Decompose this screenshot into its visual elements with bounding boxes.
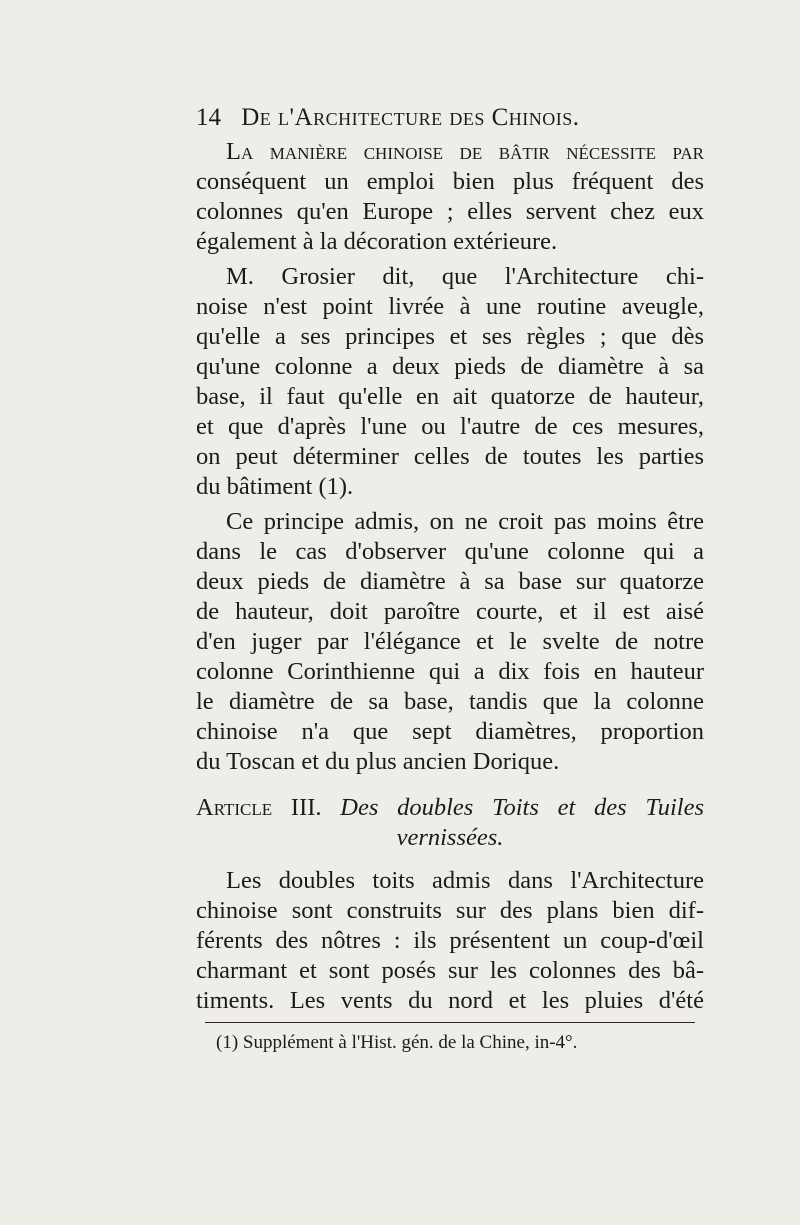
- text-line: chinoise sont construits sur des plans bien dif-: [196, 897, 704, 924]
- text-line: de hauteur, doit paroître courte, et il est aisé: [196, 598, 704, 625]
- text-line: M. Grosier dit, que l'Architecture chi-: [226, 263, 704, 290]
- text-line: qu'elle a ses principes et ses règles ; que dès: [196, 323, 704, 350]
- text-line: colonnes qu'en Europe ; elles servent chez eux: [196, 198, 704, 225]
- running-header: [196, 98, 716, 138]
- text-line: du bâtiment (1).: [196, 473, 354, 500]
- text-line: timents. Les vents du nord et les pluies d'été: [196, 987, 704, 1014]
- text-line: base, il faut qu'elle en ait quatorze de hauteur,: [196, 383, 704, 410]
- text-line: et que d'après l'une ou l'autre de ces mesures,: [196, 413, 704, 440]
- text-line: également à la décoration extérieure.: [196, 228, 558, 255]
- text-line: du Toscan et du plus ancien Dorique.: [196, 748, 560, 775]
- text-line: chinoise n'a que sept diamètres, proportion: [196, 718, 704, 745]
- text-line: qu'une colonne a deux pieds de diamètre à sa: [196, 353, 704, 380]
- text-line: Les doubles toits admis dans l'Architecture: [226, 867, 704, 894]
- article-title: Des doubles Toits et des Tuiles: [340, 794, 704, 821]
- text-line: d'en juger par l'élégance et le svelte de notre: [196, 628, 704, 655]
- text-line: colonne Corinthienne qui a dix fois en hauteur: [196, 658, 704, 685]
- text-line: le diamètre de sa base, tandis que la colonne: [196, 688, 704, 715]
- article-label: Article III.: [196, 794, 322, 821]
- text-line: dans le cas d'observer qu'une colonne qui a: [196, 538, 704, 565]
- text-line: noise n'est point livrée à une routine aveugle,: [196, 293, 704, 320]
- running-title: De l'Architecture des Chinois.: [241, 104, 580, 131]
- text-line: on peut déterminer celles de toutes les parties: [196, 443, 704, 470]
- text-line: férents des nôtres : ils présentent un coup-d'œil: [196, 927, 704, 954]
- text-line: charmant et sont posés sur les colonnes des bâ-: [196, 957, 704, 984]
- footnote: (1) Supplément à l'Hist. gén. de la Chine, in-4°.: [216, 1032, 578, 1053]
- footnote-rule: [205, 1022, 695, 1023]
- article-heading: [196, 793, 704, 823]
- small-caps-lead: La manière chinoise de bâtir nécessite par: [226, 138, 704, 165]
- text-line: conséquent un emploi bien plus fréquent des: [196, 168, 704, 195]
- text-line: Ce principe admis, on ne croit pas moins être: [226, 508, 704, 535]
- text-line: [226, 137, 704, 167]
- page-number: 14: [196, 104, 221, 131]
- text-line: deux pieds de diamètre à sa base sur quatorze: [196, 568, 704, 595]
- article-title-continued: vernissées.: [396, 824, 504, 851]
